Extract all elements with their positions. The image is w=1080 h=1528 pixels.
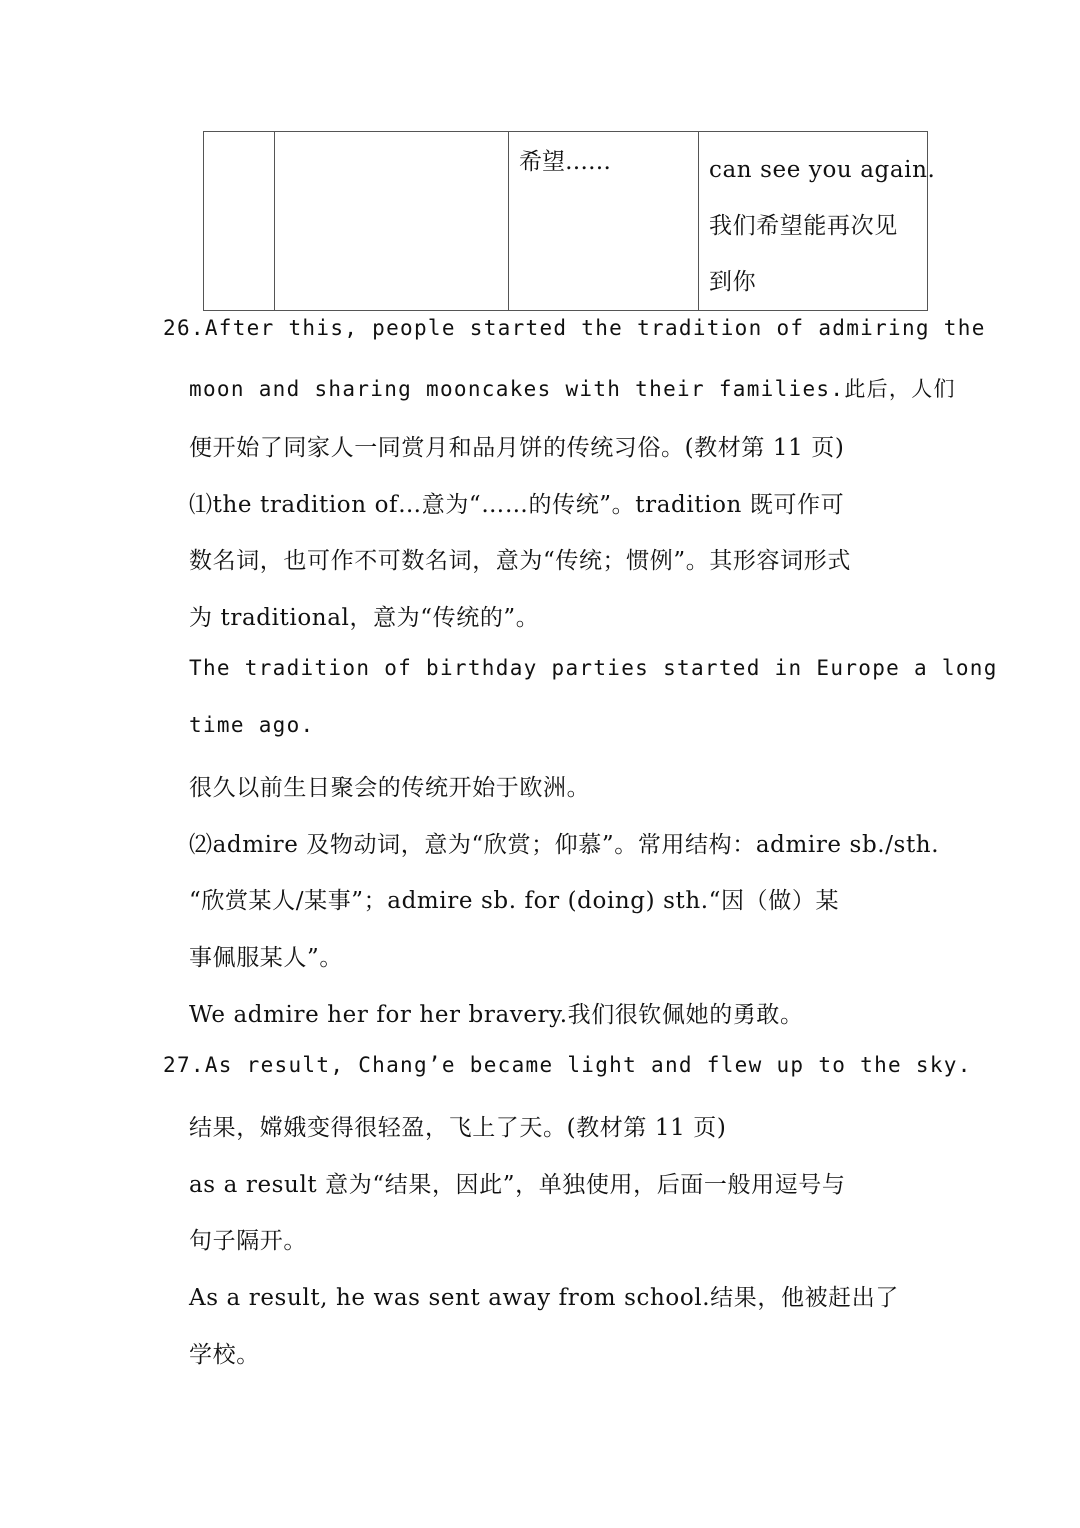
example-sentence: As a result, he was sent away from school.结果，他被赶出了 — [189, 1285, 899, 1311]
text-line: moon and sharing mooncakes with their families.此后，人们 — [189, 377, 956, 401]
table-cell-meaning: 希望…… — [509, 132, 699, 311]
example-line: 到你 — [709, 269, 757, 295]
vocabulary-table-fragment — [203, 131, 936, 311]
text-line: ⑵admire 及物动词，意为“欣赏；仰慕”。常用结构：admire sb./sth. — [189, 832, 940, 858]
text-line: “欣赏某人/某事”；admire sb. for (doing) sth.“因（做）某 — [189, 888, 840, 914]
table-row — [204, 132, 928, 311]
table-cell-empty-1 — [204, 132, 275, 311]
text-line: 结果，嫦娥变得很轻盈，飞上了天。(教材第 11 页) — [189, 1115, 727, 1141]
example-sentence: We admire her for her bravery.我们很钦佩她的勇敢。 — [189, 1002, 804, 1028]
text-line: 事佩服某人”。 — [189, 945, 343, 971]
example-sentence: The tradition of birthday parties started in Europe a long — [189, 656, 998, 680]
example-line: 我们希望能再次见 — [709, 213, 898, 239]
item-26-heading: 26.After this, people started the tradition of admiring the — [163, 316, 986, 340]
text-line: ⑴the tradition of…意为“……的传统”。tradition 既可作可 — [189, 492, 845, 518]
example-line: can see you again. — [709, 157, 936, 183]
example-sentence: time ago. — [189, 713, 315, 737]
table-cell-empty-2 — [275, 132, 509, 311]
text-line: 便开始了同家人一同赏月和品月饼的传统习俗。(教材第 11 页) — [189, 435, 845, 461]
text-line: 数名词，也可作不可数名词，意为“传统；惯例”。其形容词形式 — [189, 548, 851, 574]
text-line: 句子隔开。 — [189, 1228, 307, 1254]
item-27-heading: 27.As result, Chang’e became light and flew up to the sky. — [163, 1053, 972, 1077]
text-line: 为 traditional，意为“传统的”。 — [189, 605, 540, 631]
text-line: 学校。 — [189, 1342, 260, 1368]
text-line: as a result 意为“结果，因此”，单独使用，后面一般用逗号与 — [189, 1172, 846, 1198]
table-cell-example — [699, 132, 936, 311]
translation-line: 很久以前生日聚会的传统开始于欧洲。 — [189, 775, 591, 801]
